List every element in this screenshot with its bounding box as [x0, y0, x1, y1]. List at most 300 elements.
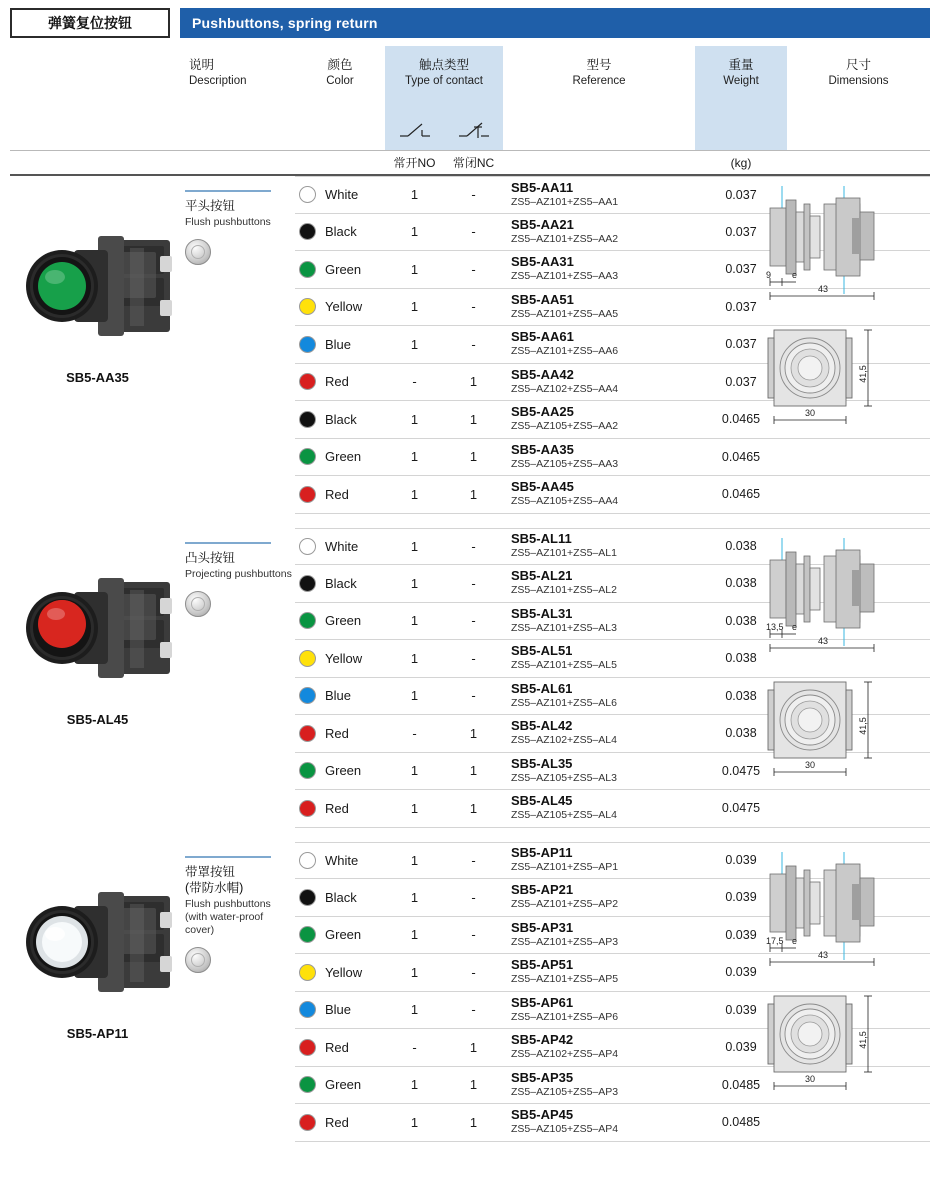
svg-text:13,5: 13,5 — [766, 621, 784, 632]
reference-cell — [503, 181, 695, 209]
nc-contact-count: - — [471, 964, 476, 980]
color-cell — [295, 336, 385, 353]
color-label: Yellow — [325, 650, 363, 666]
nc-contact-count: 1 — [469, 1039, 478, 1055]
color-cell — [295, 762, 385, 779]
nc-contact-count: 1 — [469, 725, 478, 741]
color-cell — [295, 725, 385, 742]
reference-components: ZS5–AZ101+ZS5–AL2 — [511, 584, 617, 597]
no-contact-count: 1 — [410, 964, 419, 980]
nc-contact-count: 1 — [469, 486, 478, 502]
color-swatch-icon — [299, 800, 316, 817]
column-header-row — [10, 46, 930, 150]
color-label: Green — [325, 449, 362, 465]
reference-cell — [503, 719, 695, 747]
color-label: Red — [325, 1039, 349, 1055]
reference-cell — [503, 405, 695, 433]
description-en: Flush pushbuttons (with water-proof cover) — [185, 898, 271, 937]
color-swatch-icon — [299, 261, 316, 278]
reference-components: ZS5–AZ105+ZS5–AP3 — [511, 1085, 619, 1098]
color-cell — [295, 1039, 385, 1056]
reference-components: ZS5–AZ102+ZS5–AL4 — [511, 734, 617, 747]
no-contact-count: 1 — [410, 688, 419, 704]
desc-accent-line — [185, 856, 271, 858]
no-contact-count: - — [412, 374, 417, 390]
nc-contact-count: 1 — [469, 800, 478, 816]
color-cell — [295, 575, 385, 592]
color-cell — [295, 852, 385, 869]
weight-value: 0.0475 — [721, 801, 761, 816]
col-desc-en: Description — [189, 74, 247, 87]
weight-value: 0.039 — [725, 927, 757, 942]
dimension-front-view — [752, 316, 930, 436]
reference-code: SB5-AL11 — [511, 531, 572, 547]
color-label: Green — [325, 1077, 362, 1093]
color-label: Yellow — [325, 299, 363, 315]
weight-value: 0.037 — [725, 374, 757, 389]
product-caption: SB5-AL45 — [66, 711, 129, 727]
reference-code: SB5-AA61 — [511, 329, 574, 345]
nc-contact-count: - — [471, 261, 476, 277]
svg-text:e: e — [792, 621, 798, 632]
color-label: Green — [325, 763, 362, 779]
color-swatch-icon — [299, 486, 316, 503]
svg-text:30: 30 — [804, 1073, 816, 1084]
svg-text:41,5: 41,5 — [858, 365, 868, 383]
no-contact-count: 1 — [410, 336, 419, 352]
col-weight-cn: 重量 — [728, 58, 754, 72]
color-cell — [295, 261, 385, 278]
reference-components: ZS5–AZ102+ZS5–AA4 — [511, 382, 619, 395]
svg-text:30: 30 — [804, 408, 816, 418]
reference-components: ZS5–AZ101+ZS5–AP1 — [511, 861, 619, 874]
reference-components: ZS5–AZ101+ZS5–AP2 — [511, 898, 619, 911]
reference-components: ZS5–AZ101+ZS5–AL3 — [511, 621, 617, 634]
product-photo-column — [10, 528, 185, 828]
reference-code: SB5-AL45 — [511, 793, 573, 809]
no-contact-count: 1 — [410, 575, 419, 591]
color-label: Black — [325, 889, 357, 905]
pushbutton-icon — [185, 947, 211, 973]
column-header-dimensions — [787, 46, 930, 150]
nc-contact-count: 1 — [469, 763, 478, 779]
color-swatch-icon — [299, 889, 316, 906]
weight-value: 0.039 — [725, 965, 757, 980]
color-cell — [295, 800, 385, 817]
reference-cell — [503, 996, 695, 1024]
color-label: White — [325, 538, 359, 554]
reference-components: ZS5–AZ101+ZS5–AA5 — [511, 307, 619, 320]
no-contact-count: 1 — [410, 1002, 419, 1018]
table-row[interactable] — [295, 790, 930, 828]
reference-code: SB5-AL35 — [511, 755, 573, 771]
color-label: Black — [325, 224, 357, 240]
weight-value: 0.038 — [725, 651, 757, 666]
column-header-color — [295, 46, 385, 150]
reference-components: ZS5–AZ105+ZS5–AP4 — [511, 1123, 619, 1136]
weight-value: 0.0465 — [721, 487, 761, 502]
weight-value: 0.0485 — [721, 1077, 761, 1092]
reference-cell — [503, 682, 695, 710]
svg-text:30: 30 — [804, 759, 816, 770]
reference-cell — [503, 218, 695, 246]
color-swatch-icon — [299, 612, 316, 629]
reference-code: SB5-AA35 — [511, 441, 574, 457]
product-section — [10, 842, 930, 1142]
color-cell — [295, 186, 385, 203]
reference-components: ZS5–AZ105+ZS5–AL4 — [511, 809, 617, 822]
reference-cell — [503, 569, 695, 597]
svg-text:43: 43 — [818, 635, 829, 646]
color-label: Green — [325, 261, 362, 277]
desc-accent-line — [185, 190, 271, 192]
color-swatch-icon — [299, 725, 316, 742]
color-label: Black — [325, 575, 357, 591]
reference-components: ZS5–AZ101+ZS5–AP6 — [511, 1010, 619, 1023]
no-contact-count: 1 — [410, 261, 419, 277]
weight-value: 0.037 — [725, 337, 757, 352]
reference-components: ZS5–AZ101+ZS5–AA2 — [511, 232, 619, 245]
reference-cell — [503, 1033, 695, 1061]
description-cn: 平头按钮 — [185, 199, 236, 213]
color-cell — [295, 687, 385, 704]
reference-cell — [503, 794, 695, 822]
no-contact-count: 1 — [410, 1077, 419, 1093]
col-contact-en: Type of contact — [405, 74, 483, 87]
col-contact-cn: 触点类型 — [418, 58, 469, 72]
color-swatch-icon — [299, 852, 316, 869]
reference-components: ZS5–AZ101+ZS5–AA1 — [511, 195, 619, 208]
color-swatch-icon — [299, 687, 316, 704]
color-label: Red — [325, 486, 349, 502]
reference-code: SB5-AA42 — [511, 366, 574, 382]
reference-code: SB5-AA21 — [511, 216, 574, 232]
color-swatch-icon — [299, 575, 316, 592]
weight-value: 0.0465 — [721, 449, 761, 464]
reference-cell — [503, 255, 695, 283]
column-header-description — [185, 46, 295, 150]
dimension-side-view — [752, 534, 930, 662]
table-row[interactable] — [295, 476, 930, 514]
svg-text:41,5: 41,5 — [858, 716, 868, 735]
reference-code: SB5-AL61 — [511, 680, 573, 696]
reference-code: SB5-AL31 — [511, 605, 573, 621]
reference-cell — [503, 443, 695, 471]
color-swatch-icon — [299, 1114, 316, 1131]
color-swatch-icon — [299, 1039, 316, 1056]
page-header — [0, 8, 940, 38]
svg-text:e: e — [792, 270, 798, 280]
reference-code: SB5-AP61 — [511, 994, 574, 1010]
nc-contact-count: 1 — [469, 1114, 478, 1130]
dimension-front-view — [752, 668, 930, 788]
color-swatch-icon — [299, 186, 316, 203]
color-swatch-icon — [299, 964, 316, 981]
weight-value: 0.0485 — [721, 1115, 761, 1130]
color-label: Blue — [325, 688, 352, 704]
color-swatch-icon — [299, 650, 316, 667]
reference-code: SB5-AA51 — [511, 291, 574, 307]
nc-contact-count: 1 — [469, 374, 478, 390]
no-contact-count: 1 — [410, 763, 419, 779]
nc-contact-count: 1 — [469, 449, 478, 465]
color-swatch-icon — [299, 298, 316, 315]
nc-contact-count: - — [471, 927, 476, 943]
dimension-drawings — [730, 534, 930, 788]
reference-cell — [503, 480, 695, 508]
color-label: Red — [325, 800, 349, 816]
weight-value: 0.038 — [725, 726, 757, 741]
color-label: Blue — [325, 1002, 352, 1018]
no-contact-count: 1 — [410, 299, 419, 315]
color-label: Red — [325, 1114, 349, 1130]
contact-symbols — [385, 116, 503, 142]
reference-components: ZS5–AZ102+ZS5–AP4 — [511, 1048, 619, 1061]
reference-code: SB5-AA25 — [511, 404, 574, 420]
color-cell — [295, 964, 385, 981]
color-swatch-icon — [299, 1001, 316, 1018]
nc-contact-count: - — [471, 1002, 476, 1018]
color-label: White — [325, 852, 359, 868]
reference-code: SB5-AP42 — [511, 1032, 574, 1048]
column-header-contact — [385, 46, 503, 150]
color-cell — [295, 411, 385, 428]
product-photo-column — [10, 176, 185, 514]
subheader-nc: 常闭NC — [452, 156, 495, 170]
reference-code: SB5-AL51 — [511, 643, 573, 659]
color-swatch-icon — [299, 223, 316, 240]
reference-cell — [503, 368, 695, 396]
reference-components: ZS5–AZ105+ZS5–AA2 — [511, 420, 619, 433]
color-swatch-icon — [299, 1076, 316, 1093]
description-en: Flush pushbuttons — [185, 216, 271, 229]
dimension-side-view — [752, 182, 930, 310]
nc-contact-count: 1 — [469, 411, 478, 427]
weight-value: 0.038 — [725, 539, 757, 554]
product-image — [10, 528, 185, 708]
color-cell — [295, 486, 385, 503]
reference-components: ZS5–AZ101+ZS5–AL5 — [511, 659, 617, 672]
no-contact-count: 1 — [410, 889, 419, 905]
weight-value: 0.037 — [725, 187, 757, 202]
column-header-reference — [503, 46, 695, 150]
header-title-bar: Pushbuttons, spring return — [180, 8, 930, 38]
svg-text:e: e — [792, 935, 798, 946]
reference-code: SB5-AP45 — [511, 1107, 574, 1123]
reference-components: ZS5–AZ101+ZS5–AL6 — [511, 696, 617, 709]
subheader-row — [10, 150, 930, 176]
nc-contact-count: - — [471, 889, 476, 905]
column-header-weight — [695, 46, 787, 150]
nc-contact-count: - — [471, 299, 476, 315]
nc-contact-count: - — [471, 575, 476, 591]
product-caption: SB5-AP11 — [66, 1025, 129, 1041]
reference-cell — [503, 846, 695, 874]
subheader-weight-unit: (kg) — [730, 155, 752, 170]
reference-components: ZS5–AZ101+ZS5–AP5 — [511, 973, 619, 986]
reference-components: ZS5–AZ105+ZS5–AA4 — [511, 495, 619, 508]
color-label: Yellow — [325, 964, 363, 980]
no-contact-count: 1 — [410, 613, 419, 629]
product-section — [10, 176, 930, 514]
svg-text:41,5: 41,5 — [858, 1030, 868, 1049]
color-cell — [295, 448, 385, 465]
no-contact-count: 1 — [410, 411, 419, 427]
color-cell — [295, 926, 385, 943]
svg-text:43: 43 — [818, 284, 829, 294]
color-cell — [295, 889, 385, 906]
nc-contact-count: - — [471, 224, 476, 240]
weight-value: 0.037 — [725, 262, 757, 277]
pushbutton-icon — [185, 239, 211, 265]
color-label: White — [325, 187, 359, 203]
reference-cell — [503, 883, 695, 911]
reference-cell — [503, 532, 695, 560]
reference-cell — [503, 958, 695, 986]
weight-value: 0.039 — [725, 890, 757, 905]
description-column — [185, 176, 295, 514]
reference-cell — [503, 757, 695, 785]
product-section — [10, 528, 930, 828]
reference-cell — [503, 293, 695, 321]
reference-code: SB5-AA45 — [511, 479, 574, 495]
nc-contact-count: - — [471, 187, 476, 203]
sections-container — [0, 176, 940, 1142]
no-contact-count: 1 — [410, 1114, 419, 1130]
reference-components: ZS5–AZ105+ZS5–AA3 — [511, 457, 619, 470]
col-dim-cn: 尺寸 — [845, 58, 871, 72]
description-cn: 带罩按钮 (带防水帽) — [185, 864, 244, 895]
color-cell — [295, 223, 385, 240]
no-contact-count: 1 — [410, 852, 419, 868]
nc-contact-count: - — [471, 613, 476, 629]
weight-value: 0.038 — [725, 613, 757, 628]
header-chinese-title: 弹簧复位按钮 — [10, 8, 170, 38]
product-image — [10, 176, 185, 366]
svg-text:9: 9 — [766, 270, 772, 280]
color-label: Green — [325, 927, 362, 943]
col-color-en: Color — [326, 74, 354, 87]
subheader-no: 常开NO — [393, 156, 436, 170]
weight-value: 0.038 — [725, 688, 757, 703]
no-contact-count: 1 — [410, 486, 419, 502]
no-contact-count: - — [412, 725, 417, 741]
reference-cell — [503, 330, 695, 358]
color-cell — [295, 538, 385, 555]
nc-contact-count: - — [471, 336, 476, 352]
color-swatch-icon — [299, 373, 316, 390]
product-caption: SB5-AA35 — [66, 370, 129, 385]
color-swatch-icon — [299, 336, 316, 353]
color-cell — [295, 1001, 385, 1018]
color-cell — [295, 373, 385, 390]
color-swatch-icon — [299, 538, 316, 555]
reference-cell — [503, 921, 695, 949]
description-column — [185, 528, 295, 828]
no-contact-count: 1 — [410, 538, 419, 554]
nc-contact-count: - — [471, 852, 476, 868]
color-swatch-icon — [299, 762, 316, 779]
no-contact-count: 1 — [410, 224, 419, 240]
reference-cell — [503, 1108, 695, 1136]
color-cell — [295, 612, 385, 629]
color-swatch-icon — [299, 411, 316, 428]
description-cn: 凸头按钮 — [185, 550, 236, 565]
dimension-drawings — [730, 182, 930, 436]
reference-code: SB5-AP51 — [511, 957, 574, 973]
color-label: Green — [325, 613, 362, 629]
col-dim-en: Dimensions — [828, 74, 889, 87]
description-column — [185, 842, 295, 1142]
color-label: Blue — [325, 336, 352, 352]
nc-contact-symbol — [456, 116, 492, 142]
nc-contact-count: 1 — [469, 1077, 478, 1093]
table-row[interactable] — [295, 1104, 930, 1142]
column-header-photo — [10, 46, 185, 150]
desc-accent-line — [185, 542, 271, 544]
nc-contact-count: - — [471, 650, 476, 666]
reference-components: ZS5–AZ101+ZS5–AP3 — [511, 935, 619, 948]
color-swatch-icon — [299, 926, 316, 943]
reference-components: ZS5–AZ101+ZS5–AL1 — [511, 547, 617, 560]
reference-code: SB5-AL21 — [511, 568, 573, 584]
no-contact-count: 1 — [410, 187, 419, 203]
no-contact-symbol — [397, 116, 433, 142]
col-color-cn: 颜色 — [327, 58, 353, 72]
dimension-side-view — [752, 848, 930, 976]
weight-value: 0.039 — [725, 1040, 757, 1055]
reference-code: SB5-AP35 — [511, 1069, 574, 1085]
nc-contact-count: - — [471, 538, 476, 554]
reference-components: ZS5–AZ105+ZS5–AL3 — [511, 771, 617, 784]
no-contact-count: 1 — [410, 927, 419, 943]
reference-code: SB5-AA31 — [511, 254, 574, 270]
reference-cell — [503, 644, 695, 672]
product-photo-column — [10, 842, 185, 1142]
svg-text:17,5: 17,5 — [766, 935, 784, 946]
reference-code: SB5-AL42 — [511, 718, 573, 734]
reference-code: SB5-AP11 — [511, 845, 573, 861]
reference-cell — [503, 607, 695, 635]
color-label: Red — [325, 725, 349, 741]
col-ref-cn: 型号 — [586, 58, 612, 72]
reference-code: SB5-AA11 — [511, 179, 574, 195]
color-label: Black — [325, 411, 357, 427]
color-cell — [295, 1114, 385, 1131]
dimension-front-view — [752, 982, 930, 1102]
reference-components: ZS5–AZ101+ZS5–AA3 — [511, 270, 619, 283]
color-cell — [295, 1076, 385, 1093]
color-cell — [295, 298, 385, 315]
description-en: Projecting pushbuttons — [185, 567, 292, 580]
color-swatch-icon — [299, 448, 316, 465]
dimension-drawings — [730, 848, 930, 1102]
product-image — [10, 842, 185, 1022]
reference-code: SB5-AP21 — [511, 882, 574, 898]
weight-value: 0.039 — [725, 1002, 757, 1017]
weight-value: 0.037 — [725, 299, 757, 314]
reference-cell — [503, 1071, 695, 1099]
color-cell — [295, 650, 385, 667]
no-contact-count: 1 — [410, 449, 419, 465]
col-weight-en: Weight — [723, 74, 759, 87]
table-row[interactable] — [295, 439, 930, 477]
nc-contact-count: - — [471, 688, 476, 704]
col-desc-cn: 说明 — [189, 58, 215, 72]
no-contact-count: - — [412, 1039, 417, 1055]
svg-text:43: 43 — [818, 949, 829, 960]
weight-value: 0.038 — [725, 576, 757, 591]
